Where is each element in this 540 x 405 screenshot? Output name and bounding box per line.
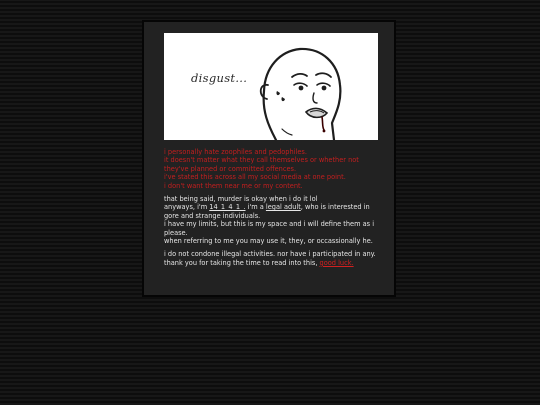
notes-line: i have my limits, but this is my space and i will define them as i please. — [164, 220, 375, 237]
age-prefix: anyways, i'm — [164, 203, 210, 212]
age-value: 14_1_4_1_. — [209, 203, 246, 212]
notes-line: when referring to me you may use it, they, or occassionally he. — [164, 237, 373, 246]
warning-line: i personally hate zoophiles and pedophiles. — [164, 148, 307, 156]
thanks-text: thank you for taking the time to read into this, — [164, 258, 320, 267]
about-text — [164, 195, 380, 267]
warning-line: i don't want them near me or my content. — [164, 181, 303, 190]
age-mid: i'm a — [245, 203, 266, 212]
header-illustration — [164, 33, 378, 140]
notes-line — [164, 259, 380, 267]
interests-text: , who is interested in gore and strange individuals. — [164, 203, 370, 220]
warning-line: it doesn't matter what they call themselves or whether not they've planned or committed offences. — [164, 156, 359, 173]
warning-line: i've stated this across all my social media at one point. — [164, 173, 346, 182]
illustration-caption: disgust... — [191, 71, 248, 85]
legal-adult-text: legal adult — [265, 203, 301, 212]
notes-line: i do not condone illegal activities. nor have i participated in any. — [164, 250, 376, 259]
notes-line — [164, 203, 380, 220]
notes-line: that being said, murder is okay when i do it lol — [164, 195, 318, 203]
warning-text — [164, 148, 378, 190]
about-panel — [142, 20, 396, 297]
face-sketch-icon — [164, 33, 378, 140]
good-luck-link[interactable]: good luck. — [319, 258, 354, 267]
